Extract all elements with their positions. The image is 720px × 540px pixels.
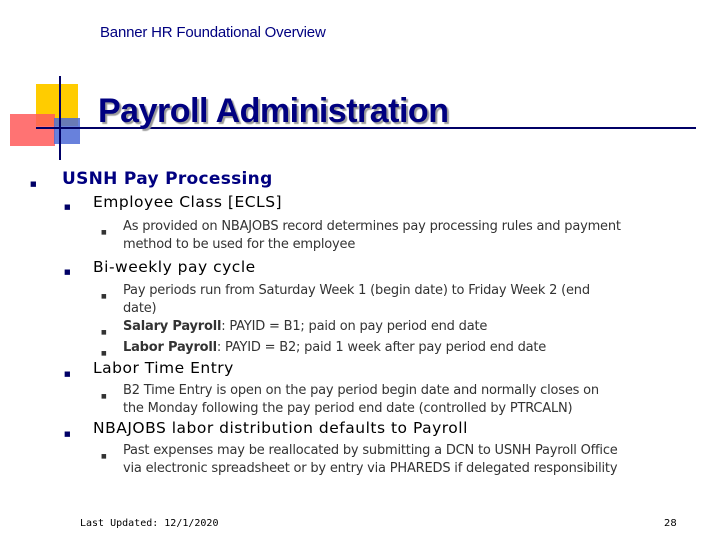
biweekly-item-pay-periods: Pay periods run from Saturday Week 1 (begin date) to Friday Week 2 (end date) [123,283,590,316]
bullet-square-icon: ■ [101,453,107,460]
nbajobs-label: NBAJOBS labor distribution defaults to Payroll [93,419,468,437]
decorative-vertical-line [59,76,61,160]
bullet-square-icon: ■ [64,370,71,378]
biweekly-item-labor [123,339,623,357]
salary-payroll-detail: : PAYID = B1; paid on pay period end date [221,319,488,334]
page-number: 28 [664,518,677,529]
salary-payroll-term: Salary Payroll [123,319,222,334]
nbajobs-item: Past expenses may be reallocated by submitting a DCN to USNH Payroll Office via electronic spreadsheet or by entry via PHAREDS if delegated responsibility [123,443,618,476]
bullet-square-icon: ■ [101,329,107,336]
decorative-red-square [10,114,55,146]
bullet-square-icon: ■ [64,430,71,438]
employee-class-item: As provided on NBAJOBS record determines pay processing rules and payment method to be used for the employee [123,219,621,252]
employee-class-label: Employee Class [ECLS] [93,193,283,211]
labor-payroll-term: Labor Payroll [123,340,217,355]
labor-time-entry-label: Labor Time Entry [93,359,234,377]
bullet-square-icon: ■ [101,393,107,400]
bullet-square-icon: ■ [30,180,37,188]
last-updated-footer: Last Updated: 12/1/2020 [80,518,219,529]
bullet-square-icon: ■ [64,203,71,211]
outline-level1-title: USNH Pay Processing [62,169,273,189]
biweekly-item-salary [123,318,623,336]
presentation-header: Banner HR Foundational Overview [100,24,326,41]
decorative-blue-square [54,118,80,144]
labor-payroll-detail: : PAYID = B2; paid 1 week after pay period end date [216,340,547,355]
biweekly-label: Bi-weekly pay cycle [93,258,256,276]
bullet-square-icon: ■ [64,268,71,276]
bullet-square-icon: ■ [101,293,107,300]
bullet-square-icon: ■ [101,229,107,236]
slide-title: Payroll Administration [98,92,449,130]
labor-time-entry-item: B2 Time Entry is open on the pay period begin date and normally closes on the Monday following the pay period end date (controlled by PTRCALN) [123,383,599,416]
bullet-square-icon: ■ [101,350,107,357]
